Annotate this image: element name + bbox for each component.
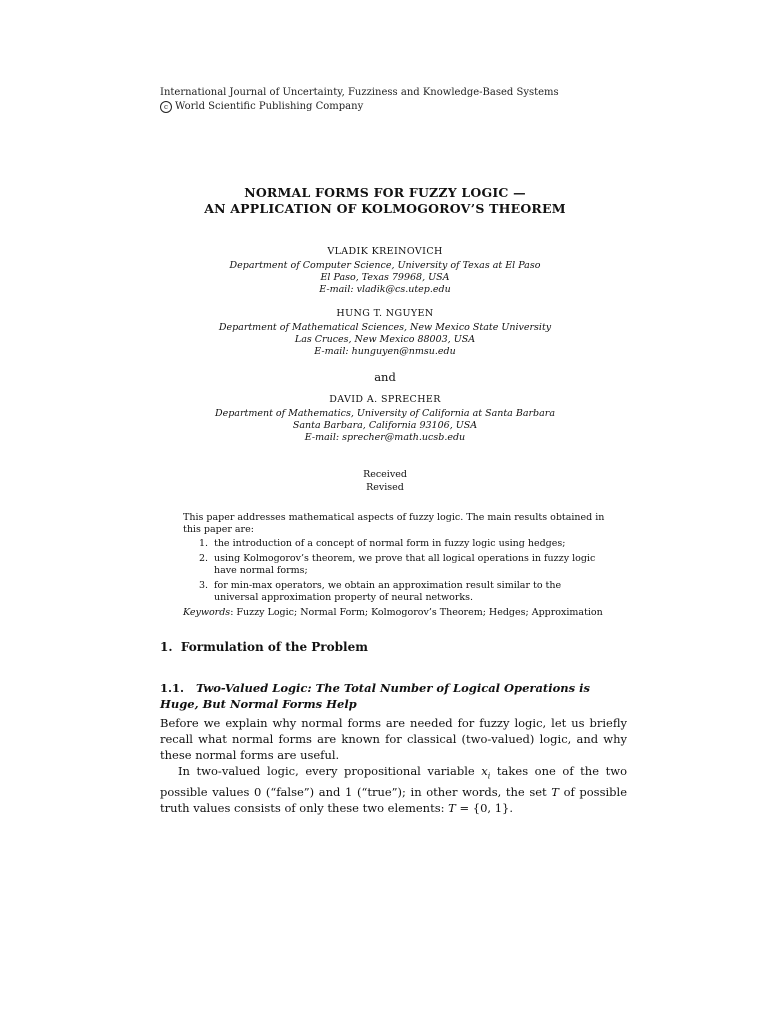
author-address: Las Cruces, New Mexico 88003, USA xyxy=(294,334,476,345)
copyright-icon: c xyxy=(160,101,172,113)
variable-T: T xyxy=(448,801,456,816)
section-heading xyxy=(160,640,368,654)
variable-T: T xyxy=(551,785,559,800)
author-name: VLADIK KREINOVICH xyxy=(327,246,443,257)
author-name: HUNG T. NGUYEN xyxy=(336,308,434,319)
author-block-2 xyxy=(0,308,770,358)
keywords-list: : Fuzzy Logic; Normal Form; Kolmogorov’s Theorem; Hedges; Approximation xyxy=(230,607,603,618)
abstract-list xyxy=(183,538,607,604)
keywords xyxy=(183,607,607,619)
author-department: Department of Computer Science, University of Texas at El Paso xyxy=(229,260,541,271)
author-department: Department of Mathematical Sciences, New Mexico State University xyxy=(218,322,552,333)
paper-title xyxy=(0,185,770,217)
and-separator: and xyxy=(374,370,396,384)
journal-header xyxy=(160,86,559,114)
journal-name: International Journal of Uncertainty, Fuzziness and Knowledge-Based Systems xyxy=(160,87,559,98)
author-address: El Paso, Texas 79968, USA xyxy=(320,272,450,283)
author-email: E-mail: hunguyen@nmsu.edu xyxy=(314,346,456,357)
paragraph-1: Before we explain why normal forms are needed for fuzzy logic, let us briefly recall what normal forms are known for classical (two-valued) logic, and why these normal forms are useful. xyxy=(160,716,627,762)
author-email: E-mail: vladik@cs.utep.edu xyxy=(319,284,451,295)
list-item: 1. the introduction of a concept of normal form in fuzzy logic using hedges; xyxy=(199,538,566,549)
variable-x: x xyxy=(481,764,488,778)
subsection-title: Two-Valued Logic: The Total Number of Logical Operations is Huge, But Normal Forms Help xyxy=(160,681,590,711)
author-block-1 xyxy=(0,246,770,296)
section-title: Formulation of the Problem xyxy=(180,640,368,654)
author-address: Santa Barbara, California 93106, USA xyxy=(292,420,478,431)
author-block-3 xyxy=(0,394,770,444)
received-dates xyxy=(0,468,770,494)
author-department: Department of Mathematics, University of California at Santa Barbara xyxy=(214,408,556,419)
subsection-heading xyxy=(160,680,627,712)
keywords-label: Keywords xyxy=(183,607,231,618)
subsection-number: 1.1. xyxy=(160,681,185,695)
author-name: DAVID A. SPRECHER xyxy=(329,394,441,405)
body-text xyxy=(160,715,627,816)
variable-subscript: i xyxy=(487,771,491,781)
title-line-1: NORMAL FORMS FOR FUZZY LOGIC — xyxy=(244,185,526,200)
publisher-name: World Scientific Publishing Company xyxy=(175,101,364,112)
author-email: E-mail: sprecher@math.ucsb.edu xyxy=(304,432,466,443)
section-number: 1. xyxy=(160,640,173,654)
title-line-2: AN APPLICATION OF KOLMOGOROV’S THEOREM xyxy=(204,201,566,216)
list-item: 2. using Kolmogorov’s theorem, we prove that all logical operations in fuzzy logic have normal forms; xyxy=(199,553,596,576)
publisher-line xyxy=(160,100,559,114)
revised-label: Revised xyxy=(366,482,404,493)
received-label: Received xyxy=(363,469,407,480)
list-item: 3. for min-max operators, we obtain an approximation result similar to the universal approximation property of neural networks. xyxy=(199,580,562,603)
paragraph-2: In two-valued logic, every propositional variable $x_i$ takes one of the two possible values 0 (“false”) and 1 (“true”); in other words, the set T of possible truth values consists of only these two elements: T = {0, 1}. xyxy=(160,764,627,816)
abstract xyxy=(183,512,607,619)
abstract-intro: This paper addresses mathematical aspects of fuzzy logic. The main results obtained in this paper are: xyxy=(183,512,605,535)
